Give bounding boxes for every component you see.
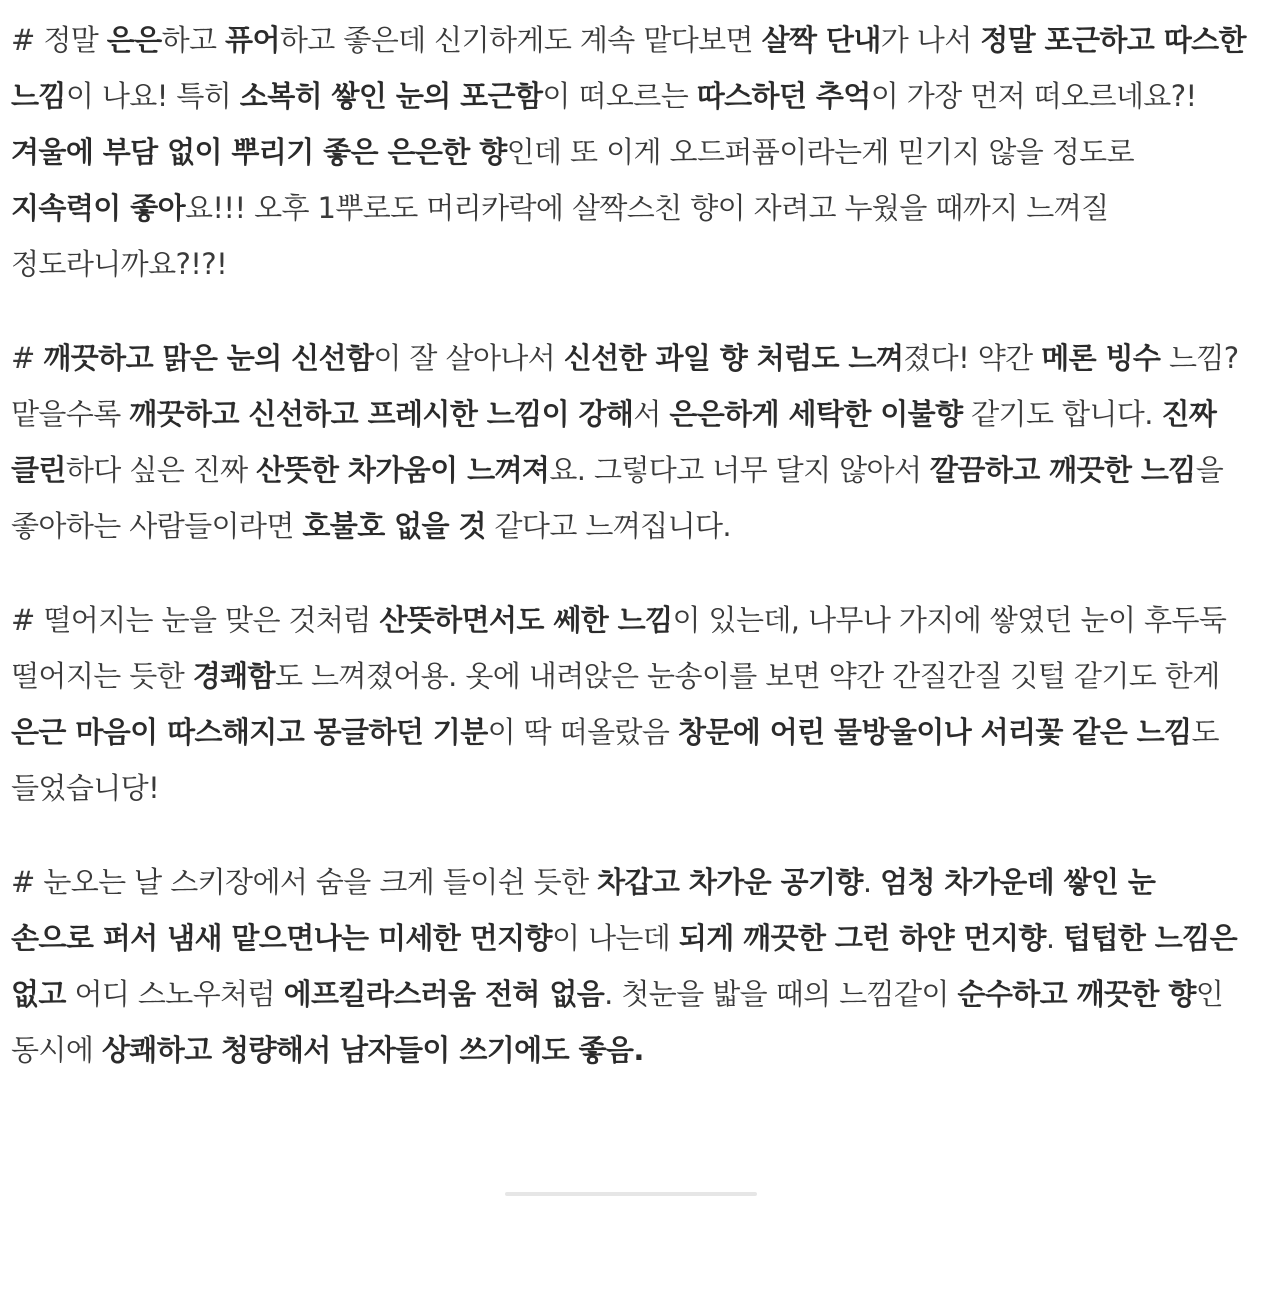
body-text: 이 가장 먼저 떠오르네요?!	[870, 79, 1197, 113]
body-text: 도 느껴졌어용. 옷에 내려앉은 눈송이를 보면 약간 간질간질 깃털 같기도 한게	[274, 659, 1220, 693]
emphasized-text: 지속력이 좋아	[11, 191, 185, 225]
section-divider	[505, 1192, 757, 1196]
body-text: 졌다! 약간	[903, 341, 1042, 375]
body-text: 이 나요! 특히	[65, 79, 240, 113]
emphasized-text: 살짝 단내	[761, 23, 881, 57]
emphasized-text: 상쾌하고 청량해서 남자들이 쓰기에도 좋음.	[101, 1033, 644, 1067]
body-text: 인데 또 이게 오드퍼퓸이라는게 믿기지 않을 정도로	[506, 135, 1135, 169]
emphasized-text: 따스하던 추억	[696, 79, 871, 113]
body-text: # 떨어지는 눈을 맞은 것처럼	[11, 603, 380, 637]
body-text: # 정말	[11, 23, 107, 57]
review-article	[11, 12, 1247, 1116]
emphasized-text: 엄청 차가운데 쌓인 눈 손으로 퍼서 냄새 맡으면나는 미세한 먼지향	[11, 865, 1156, 955]
body-text: .	[1045, 921, 1064, 955]
emphasized-text: 산뜻하면서도 쎄한 느낌	[379, 603, 673, 637]
emphasized-text: 창문에 어린 물방울이나 서리꽃 같은 느낌	[677, 715, 1192, 749]
body-text: 어디 스노우처럼	[65, 977, 284, 1011]
emphasized-text: 퓨어	[225, 23, 280, 57]
body-text: 인 동시에	[11, 977, 1224, 1067]
emphasized-text: 메론 빙수	[1041, 341, 1161, 375]
review-paragraph-1	[11, 12, 1247, 292]
emphasized-text: 차갑고 차가운 공기향	[597, 865, 863, 899]
body-text: 이 떠오르는	[542, 79, 697, 113]
body-text: 같기도 합니다.	[962, 397, 1162, 431]
emphasized-text: 은은하게 세탁한 이불향	[669, 397, 963, 431]
emphasized-text: 신선한 과일 향 처럼도 느껴	[563, 341, 904, 375]
emphasized-text: 진짜 클린	[11, 397, 1217, 487]
body-text: . 첫눈을 밟을 때의 느낌같이	[604, 977, 958, 1011]
body-text: 가 나서	[880, 23, 981, 57]
emphasized-text: 순수하고 깨끗한 향	[957, 977, 1196, 1011]
body-text: # 눈오는 날 스키장에서 숨을 크게 들이쉰 듯한	[11, 865, 598, 899]
body-text: .	[862, 865, 881, 899]
body-text: 이 있는데, 나무나 가지에 쌓였던 눈이 후두둑 떨어지는 듯한	[11, 603, 1227, 693]
body-text: 요!!! 오후 1뿌로도 머리카락에 살짝스친 향이 자려고 누웠을 때까지 느껴질 정도라니까요?!?!	[11, 191, 1109, 281]
emphasized-text: 정말 포근하고 따스한 느낌	[11, 23, 1246, 113]
emphasized-text: 텁텁한 느낌은 없고	[11, 921, 1238, 1011]
emphasized-text: 겨울에 부담 없이 뿌리기 좋은 은은한 향	[11, 135, 507, 169]
emphasized-text: 경쾌함	[192, 659, 275, 693]
emphasized-text: 깨끗하고 맑은 눈의 신선함	[43, 341, 374, 375]
emphasized-text: 은은	[106, 23, 162, 57]
review-paragraph-2	[11, 330, 1247, 554]
emphasized-text: 소복히 쌓인 눈의 포근함	[239, 79, 543, 113]
emphasized-text: 에프킬라스러움 전혀 없음	[283, 977, 605, 1011]
body-text: 하고 좋은데 신기하게도 계속 맡다보면	[279, 23, 762, 57]
emphasized-text: 되게 깨끗한 그런 하얀 먼지향	[678, 921, 1046, 955]
body-text: 도 들었습니당!	[11, 715, 1219, 805]
body-text: 이 딱 떠올랐음	[487, 715, 678, 749]
review-paragraph-4	[11, 854, 1247, 1078]
emphasized-text: 은근 마음이 따스해지고 몽글하던 기분	[11, 715, 488, 749]
emphasized-text: 깔끔하고 깨끗한 느낌	[930, 453, 1196, 487]
body-text: 이 나는데	[551, 921, 679, 955]
body-text: 하고	[161, 23, 226, 57]
body-text: 요. 그렇다고 너무 달지 않아서	[549, 453, 930, 487]
review-paragraph-3	[11, 592, 1247, 816]
body-text: #	[11, 341, 44, 375]
body-text: 을 좋아하는 사람들이라면	[11, 453, 1224, 543]
body-text: 하다 싶은 진짜	[65, 453, 257, 487]
emphasized-text: 산뜻한 차가움이 느껴져	[256, 453, 550, 487]
emphasized-text: 호불호 없을 것	[302, 509, 486, 543]
body-text: 같다고 느껴집니다.	[485, 509, 732, 543]
body-text: 서	[633, 397, 670, 431]
body-text: 이 잘 살아나서	[373, 341, 564, 375]
body-text: 느낌? 맡을수록	[11, 341, 1239, 431]
emphasized-text: 깨끗하고 신선하고 프레시한 느낌이 강해	[129, 397, 634, 431]
